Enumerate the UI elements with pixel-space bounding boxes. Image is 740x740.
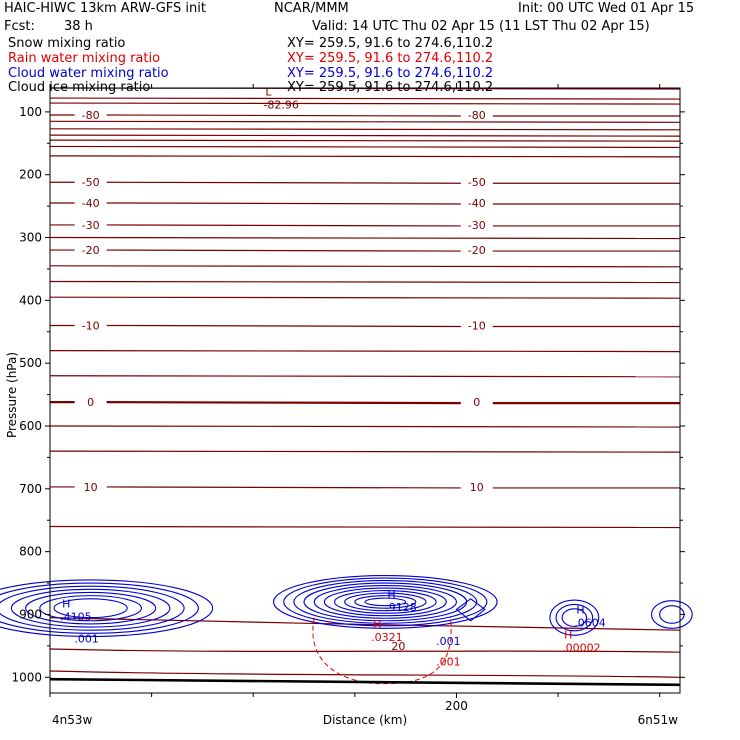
isotherm-line bbox=[50, 426, 680, 427]
extremum-marker: H bbox=[387, 587, 396, 601]
isotherm-line bbox=[50, 281, 680, 282]
y-tick-label: 800 bbox=[19, 544, 42, 559]
isotherm-label: 0 bbox=[473, 396, 481, 410]
y-tick-label: 1000 bbox=[11, 670, 42, 685]
isotherm-label: -80 bbox=[467, 109, 486, 123]
x-axis-label: Distance (km) bbox=[322, 713, 408, 727]
contour-value-label: .001 bbox=[74, 632, 99, 646]
extremum-value: .0604 bbox=[574, 616, 606, 630]
extremum-marker: L bbox=[265, 85, 272, 99]
y-tick-label: 400 bbox=[19, 293, 42, 308]
x-left-location: 4n53w bbox=[52, 713, 93, 727]
isotherm-line bbox=[50, 129, 680, 130]
isotherm-label: -50 bbox=[81, 176, 100, 190]
field-rain-xy: XY= 259.5, 91.6 to 274.6,110.2 bbox=[287, 51, 494, 66]
isotherm-label: -20 bbox=[467, 244, 486, 258]
isotherm-line bbox=[107, 203, 461, 204]
isotherm-label: -80 bbox=[81, 109, 100, 123]
extremum-value: .00002 bbox=[562, 641, 601, 655]
isotherm-label: -40 bbox=[467, 196, 486, 210]
isotherm-line bbox=[50, 238, 680, 239]
y-tick-label: 600 bbox=[19, 418, 42, 433]
field-ice-name: Cloud ice mixing ratio bbox=[8, 80, 151, 95]
isotherm-line bbox=[107, 325, 461, 326]
x-right-location: 6n51w bbox=[637, 713, 678, 727]
extremum-marker: H bbox=[576, 603, 585, 617]
isotherm-line-low bbox=[50, 671, 680, 677]
isotherm-line bbox=[107, 182, 461, 183]
isotherm-line bbox=[50, 140, 680, 141]
extremum-marker: H bbox=[62, 597, 71, 611]
isotherm-label: -40 bbox=[81, 196, 100, 210]
model-title: HAIC-HIWC 13km ARW-GFS init bbox=[4, 1, 206, 16]
isotherm-label: 10 bbox=[83, 480, 98, 494]
extremum-value: .9128 bbox=[385, 600, 417, 614]
extremum-marker: H bbox=[373, 618, 382, 632]
isotherm-label: -10 bbox=[81, 319, 100, 333]
y-tick-label: 900 bbox=[19, 607, 42, 622]
x-tick-label: 200 bbox=[444, 699, 468, 713]
field-cloud-name: Cloud water mixing ratio bbox=[8, 66, 169, 81]
terrain-line bbox=[50, 679, 680, 685]
extremum-value: .0321 bbox=[371, 631, 403, 645]
isotherm-line bbox=[50, 297, 680, 298]
isotherm-label: -30 bbox=[467, 218, 486, 232]
init-time: Init: 00 UTC Wed 01 Apr 15 bbox=[518, 1, 695, 16]
contour-value-label: .001 bbox=[436, 634, 461, 648]
isotherm-label: 0 bbox=[87, 396, 95, 410]
valid-time: Valid: 14 UTC Thu 02 Apr 15 (11 LST Thu 02 Apr 15) bbox=[312, 19, 650, 34]
isotherm-line bbox=[50, 146, 680, 147]
isotherm-line bbox=[50, 376, 680, 377]
isotherm-line bbox=[50, 103, 680, 104]
isotherm-line bbox=[107, 225, 461, 226]
field-cloud-xy: XY= 259.5, 91.6 to 274.6,110.2 bbox=[287, 66, 494, 81]
field-snow-name: Snow mixing ratio bbox=[8, 36, 126, 51]
y-tick-label: 500 bbox=[19, 356, 42, 371]
isotherm-label: -30 bbox=[81, 218, 100, 232]
isotherm-line bbox=[50, 351, 680, 352]
y-tick-label: 300 bbox=[19, 230, 42, 245]
extremum-value: .4105 bbox=[60, 610, 92, 624]
isotherm-line bbox=[50, 527, 680, 528]
isotherm-line bbox=[107, 250, 461, 251]
y-tick-label: 200 bbox=[19, 167, 42, 182]
fcst-value: 38 h bbox=[64, 19, 93, 34]
isotherm-label: -20 bbox=[81, 244, 100, 258]
isotherm-label: -50 bbox=[467, 176, 486, 190]
fcst-label: Fcst: bbox=[4, 19, 35, 34]
isotherm-line bbox=[50, 98, 680, 99]
isotherm-line bbox=[107, 115, 461, 116]
cloud-contour-edge bbox=[652, 601, 693, 629]
isotherm-line bbox=[50, 121, 680, 122]
extremum-value: -82.96 bbox=[263, 98, 299, 112]
contour-value-label: .001 bbox=[436, 655, 461, 669]
isotherm-line bbox=[50, 156, 680, 157]
field-rain-name: Rain water mixing ratio bbox=[8, 51, 161, 66]
isotherm-line bbox=[107, 402, 461, 403]
isotherm-label: -10 bbox=[467, 319, 486, 333]
field-ice-xy: XY= 259.5, 91.6 to 274.6,110.2 bbox=[287, 80, 494, 95]
isotherm-line bbox=[50, 266, 680, 267]
field-snow-xy: XY= 259.5, 91.6 to 274.6,110.2 bbox=[287, 36, 494, 51]
y-axis-label: Pressure (hPa) bbox=[5, 351, 19, 439]
isotherm-line bbox=[107, 487, 461, 488]
org-label: NCAR/MMM bbox=[274, 1, 349, 16]
y-tick-label: 100 bbox=[19, 104, 42, 119]
isotherm-label: 10 bbox=[469, 480, 484, 494]
contour-value-label: 20 bbox=[391, 639, 406, 653]
terrain-surface bbox=[50, 679, 680, 685]
extremum-marker: H bbox=[564, 628, 573, 642]
isotherm-line bbox=[50, 451, 680, 452]
y-tick-label: 700 bbox=[19, 481, 42, 496]
isotherm-line bbox=[50, 135, 680, 136]
